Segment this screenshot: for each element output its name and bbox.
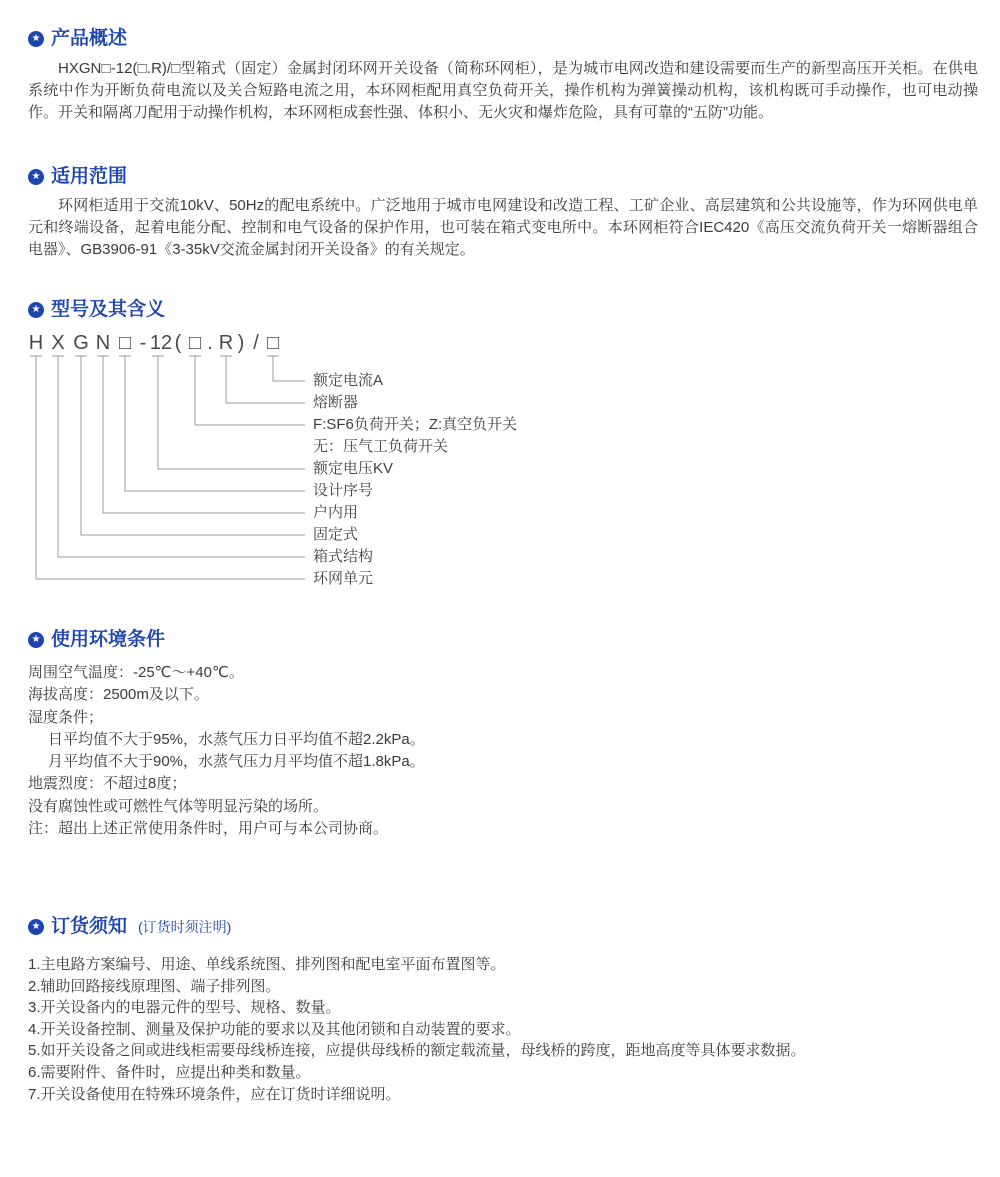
model-code-label-indoor-use: 户内用 (313, 504, 359, 521)
ordering-items-list (28, 954, 978, 1105)
section-overview-header (28, 28, 127, 50)
env-line-temperature: 周围空气温度：-25℃～+40℃。 (28, 664, 244, 681)
section-scope-header (28, 166, 127, 188)
model-code-label-ring-main-unit: 环网单元 (313, 570, 374, 587)
env-line-daily-average: 日平均值不大于95%，水蒸气压力日平均值不超2.2kPa。 (48, 730, 425, 748)
env-line-seismic: 地震烈度：不超过8度； (28, 775, 187, 793)
star-icon: ★ (28, 919, 44, 935)
model-code-char: □ (188, 332, 202, 354)
model-code-connector-lines (0, 330, 1000, 602)
ordering-item: 7.开关设备使用在特殊环境条件，应在订货时详细说明。 (28, 1085, 401, 1103)
model-code-diagram (0, 330, 1000, 602)
model-code-char: / (253, 332, 259, 354)
model-code-char: □ (118, 332, 132, 354)
section-ordering-note: (订货时须注明) (138, 919, 232, 935)
env-line-humidity: 湿度条件； (28, 708, 104, 726)
model-code-char: ( (174, 332, 182, 354)
section-overview-title: 产品概述 (51, 28, 128, 49)
model-code-label-switch-type: F:SF6负荷开关；Z:真空负开关 (313, 416, 518, 433)
star-icon: ★ (28, 169, 44, 185)
model-code-label-fixed-type: 固定式 (313, 526, 359, 543)
overview-paragraph: HXGN□-12(□.R)/□型箱式（固定）金属封闭环网开关设备（简称环网柜），是为城市电网改造和建设需要而生产的新型高压开关柜。在供电系统中作为开断负荷电流以及关合短路电流之用，本环网柜配用真空负荷开关，操作机构为弹簧操动机构，该机构既可手动操作，也可电动操作。开关和隔离刀配用于动操作机构，本环网柜成套性强、体积小、无火灾和爆炸危险，具有可靠的“五防”功能。 (28, 60, 978, 121)
section-ordering-title: 订货须知 (51, 916, 128, 937)
model-code-label-switch-default: 无：压气工负荷开关 (313, 438, 449, 455)
model-code-char: . (207, 332, 213, 354)
ordering-item: 6.需要附件、备件时，应提出种类和数量。 (28, 1063, 311, 1081)
model-code-label-fuse: 熔断器 (313, 394, 359, 411)
env-line-altitude: 海拔高度：2500m及以下。 (28, 686, 209, 704)
star-icon: ★ (28, 302, 44, 318)
model-code-char: H (28, 332, 44, 354)
environment-conditions-list (28, 662, 978, 840)
env-line-note: 注：超出上述正常使用条件时，用户可与本公司协商。 (28, 820, 389, 838)
ordering-item: 1.主电路方案编号、用途、单线系统图、排列图和配电室平面布置图等。 (28, 956, 506, 973)
model-code-label-rated-current: 额定电流A (313, 372, 384, 389)
section-model-title: 型号及其含义 (51, 299, 166, 320)
star-icon: ★ (28, 632, 44, 648)
model-code-char: - (139, 332, 147, 354)
model-code-char: ) (237, 332, 245, 354)
model-code-label-design-serial: 设计序号 (313, 482, 374, 499)
model-code-char: N (95, 332, 111, 354)
section-scope-title: 适用范围 (51, 166, 128, 187)
model-code-char: □ (266, 332, 280, 354)
ordering-item: 4.开关设备控制、测量及保护功能的要求以及其他闭锁和自动装置的要求。 (28, 1020, 521, 1038)
model-code-label-box-structure: 箱式结构 (313, 548, 374, 565)
ordering-item: 2.辅助回路接线原理图、端子排列图。 (28, 977, 281, 995)
section-ordering-header (28, 916, 231, 938)
star-icon: ★ (28, 31, 44, 47)
section-model-header (28, 299, 165, 321)
model-code-char: G (73, 332, 89, 354)
section-environment-title: 使用环境条件 (51, 629, 166, 650)
model-code-char: R (218, 332, 234, 354)
ordering-item: 3.开关设备内的电器元件的型号、规格、数量。 (28, 999, 341, 1017)
model-code-char: X (51, 332, 65, 354)
model-code-char: 12 (149, 332, 173, 354)
ordering-item: 5.如开关设备之间或进线柜需要母线桥连接，应提供母线桥的额定载流量，母线桥的跨度，距地高度等具体要求数据。 (28, 1042, 806, 1060)
env-line-pollution: 没有腐蚀性或可燃性气体等明显污染的场所。 (28, 797, 329, 815)
env-line-monthly-average: 月平均值不大于90%，水蒸气压力月平均值不超1.8kPa。 (48, 753, 425, 771)
scope-paragraph: 环网柜适用于交流10kV、50Hz的配电系统中。广泛地用于城市电网建设和改造工程、工矿企业、高层建筑和公共设施等，作为环网供电单元和终端设备，起着电能分配、控制和电气设备的保护作用，也可装在箱式变电所中。本环网柜符合IEC420《高压交流负荷开关一熔断器组合电器》、GB3906-91《3-35kV交流金属封闭开关设备》的有关规定。 (28, 197, 978, 258)
model-code-label-rated-voltage: 额定电压KV (313, 460, 394, 477)
section-environment-header (28, 629, 165, 651)
